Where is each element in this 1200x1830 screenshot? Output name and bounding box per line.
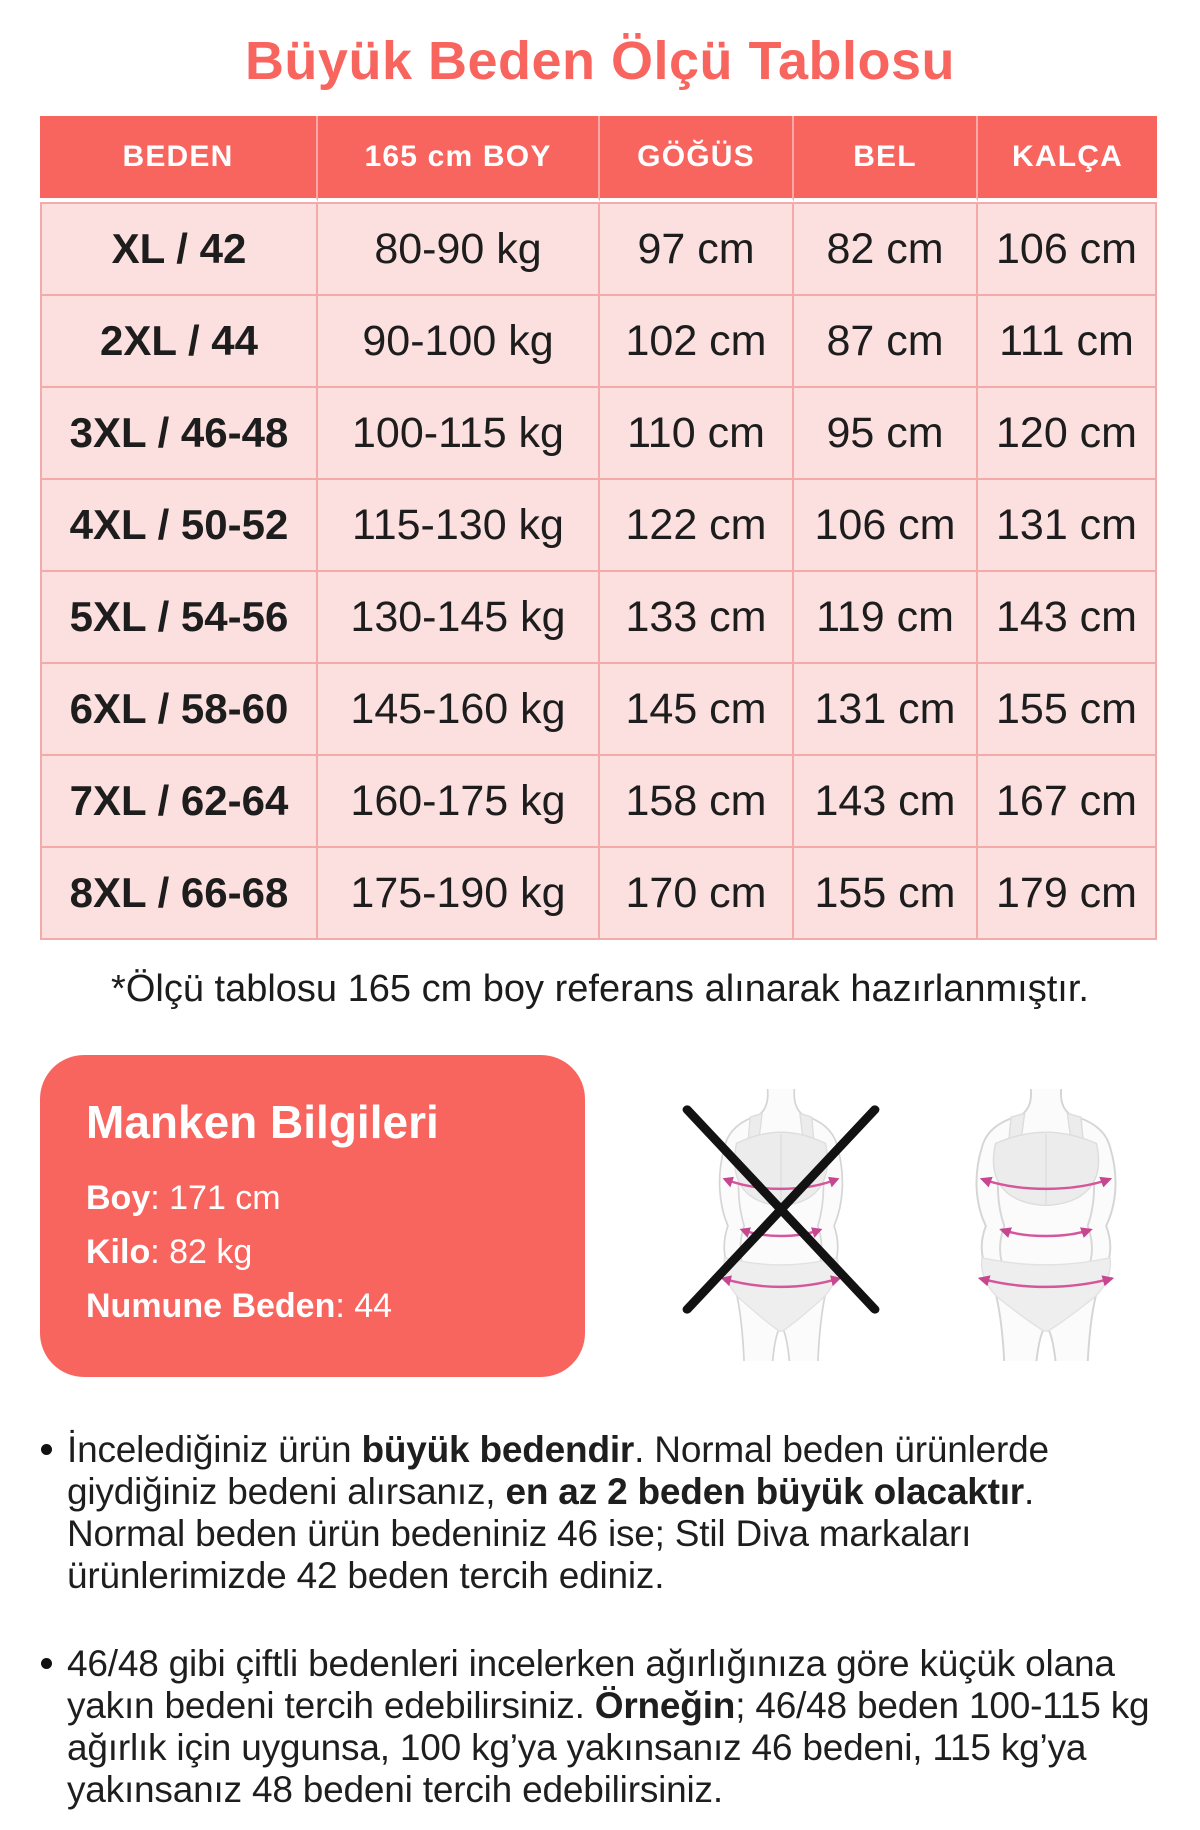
measurement-cell: 131 cm	[794, 664, 978, 756]
table-row	[40, 756, 1157, 848]
model-height-label: Boy	[86, 1179, 151, 1217]
measurement-cell: 82 cm	[794, 202, 978, 296]
table-row	[40, 296, 1157, 388]
measurement-cell: 130-145 kg	[318, 572, 600, 664]
measurement-cell: 120 cm	[978, 388, 1157, 480]
measurement-cell: 160-175 kg	[318, 756, 600, 848]
measurement-cell: 145-160 kg	[318, 664, 600, 756]
column-header: KALÇA	[978, 116, 1157, 202]
measurement-cell: 106 cm	[794, 480, 978, 572]
note-big-size: İncelediğiniz ürün büyük bedendir. Normal beden ürünlerde giydiğiniz bedeni alırsanız, en az 2 beden büyük olacaktır. Normal beden ürün bedeniniz 46 ise; Stil Diva markaları ürünlerimizde 42 beden tercih ediniz.	[40, 1429, 1160, 1597]
column-header: BEDEN	[40, 116, 318, 202]
measurement-cell: 95 cm	[794, 388, 978, 480]
measurement-cell: 143 cm	[978, 572, 1157, 664]
model-sample-size-label: Numune Beden	[86, 1287, 336, 1325]
table-row	[40, 480, 1157, 572]
measurement-cell: 115-130 kg	[318, 480, 600, 572]
size-table-head	[40, 116, 1157, 202]
measurement-cell: 158 cm	[600, 756, 794, 848]
measurement-cell: 131 cm	[978, 480, 1157, 572]
measurement-cell: 155 cm	[978, 664, 1157, 756]
crossed-out-slim-body-icon	[679, 1089, 883, 1361]
plus-size-body-icon	[949, 1089, 1143, 1361]
model-sample-size-line	[86, 1287, 545, 1326]
model-info-card	[40, 1055, 585, 1377]
model-height-line	[86, 1179, 545, 1218]
table-row	[40, 664, 1157, 756]
measurement-cell: 155 cm	[794, 848, 978, 940]
note-double-sizes: 46/48 gibi çiftli bedenleri incelerken ağırlığınıza göre küçük olana yakın bedeni tercih edebilirsiniz. Örneğin; 46/48 beden 100-115 kg ağırlık için uygunsa, 100 kg’ya yakınsanız 46 bedeni, 115 kg’ya yakınsanız 48 bedeni tercih edebilirsiniz.	[40, 1643, 1160, 1811]
size-label-cell: 8XL / 66-68	[40, 848, 318, 940]
table-row	[40, 572, 1157, 664]
size-label-cell: 6XL / 58-60	[40, 664, 318, 756]
measurement-cell: 119 cm	[794, 572, 978, 664]
measurement-cell: 106 cm	[978, 202, 1157, 296]
model-weight-value: : 82 kg	[150, 1233, 253, 1271]
measurement-cell: 90-100 kg	[318, 296, 600, 388]
model-weight-line	[86, 1233, 545, 1272]
column-header: 165 cm BOY	[318, 116, 600, 202]
table-row	[40, 388, 1157, 480]
measurement-cell: 110 cm	[600, 388, 794, 480]
model-sample-size-value: : 44	[335, 1287, 393, 1325]
size-label-cell: XL / 42	[40, 202, 318, 296]
measurement-cell: 167 cm	[978, 756, 1157, 848]
size-label-cell: 5XL / 54-56	[40, 572, 318, 664]
size-label-cell: 2XL / 44	[40, 296, 318, 388]
size-table-header-row	[40, 116, 1157, 202]
body-figures	[679, 1055, 1143, 1361]
model-weight-label: Kilo	[86, 1233, 151, 1271]
measurement-cell: 111 cm	[978, 296, 1157, 388]
measurement-cell: 80-90 kg	[318, 202, 600, 296]
measurement-cell: 97 cm	[600, 202, 794, 296]
page-title: Büyük Beden Ölçü Tablosu	[244, 31, 956, 91]
measurement-cell: 87 cm	[794, 296, 978, 388]
table-footnote: *Ölçü tablosu 165 cm boy referans alınarak hazırlanmıştır.	[111, 968, 1089, 1010]
table-row	[40, 202, 1157, 296]
measurement-cell: 133 cm	[600, 572, 794, 664]
measurement-cell: 145 cm	[600, 664, 794, 756]
info-notes	[40, 1429, 1160, 1811]
size-label-cell: 3XL / 46-48	[40, 388, 318, 480]
model-info-heading: Manken Bilgileri	[86, 1096, 439, 1148]
column-header: BEL	[794, 116, 978, 202]
model-height-value: : 171 cm	[150, 1179, 281, 1217]
measurement-cell: 179 cm	[978, 848, 1157, 940]
page	[0, 30, 1200, 1811]
column-header: GÖĞÜS	[600, 116, 794, 202]
measurement-cell: 122 cm	[600, 480, 794, 572]
measurement-cell: 170 cm	[600, 848, 794, 940]
size-table	[40, 116, 1157, 940]
size-label-cell: 7XL / 62-64	[40, 756, 318, 848]
size-label-cell: 4XL / 50-52	[40, 480, 318, 572]
measurement-cell: 102 cm	[600, 296, 794, 388]
model-info-section	[40, 1055, 1160, 1377]
table-row	[40, 848, 1157, 940]
measurement-cell: 100-115 kg	[318, 388, 600, 480]
measurement-cell: 175-190 kg	[318, 848, 600, 940]
measurement-cell: 143 cm	[794, 756, 978, 848]
size-table-body	[40, 202, 1157, 940]
